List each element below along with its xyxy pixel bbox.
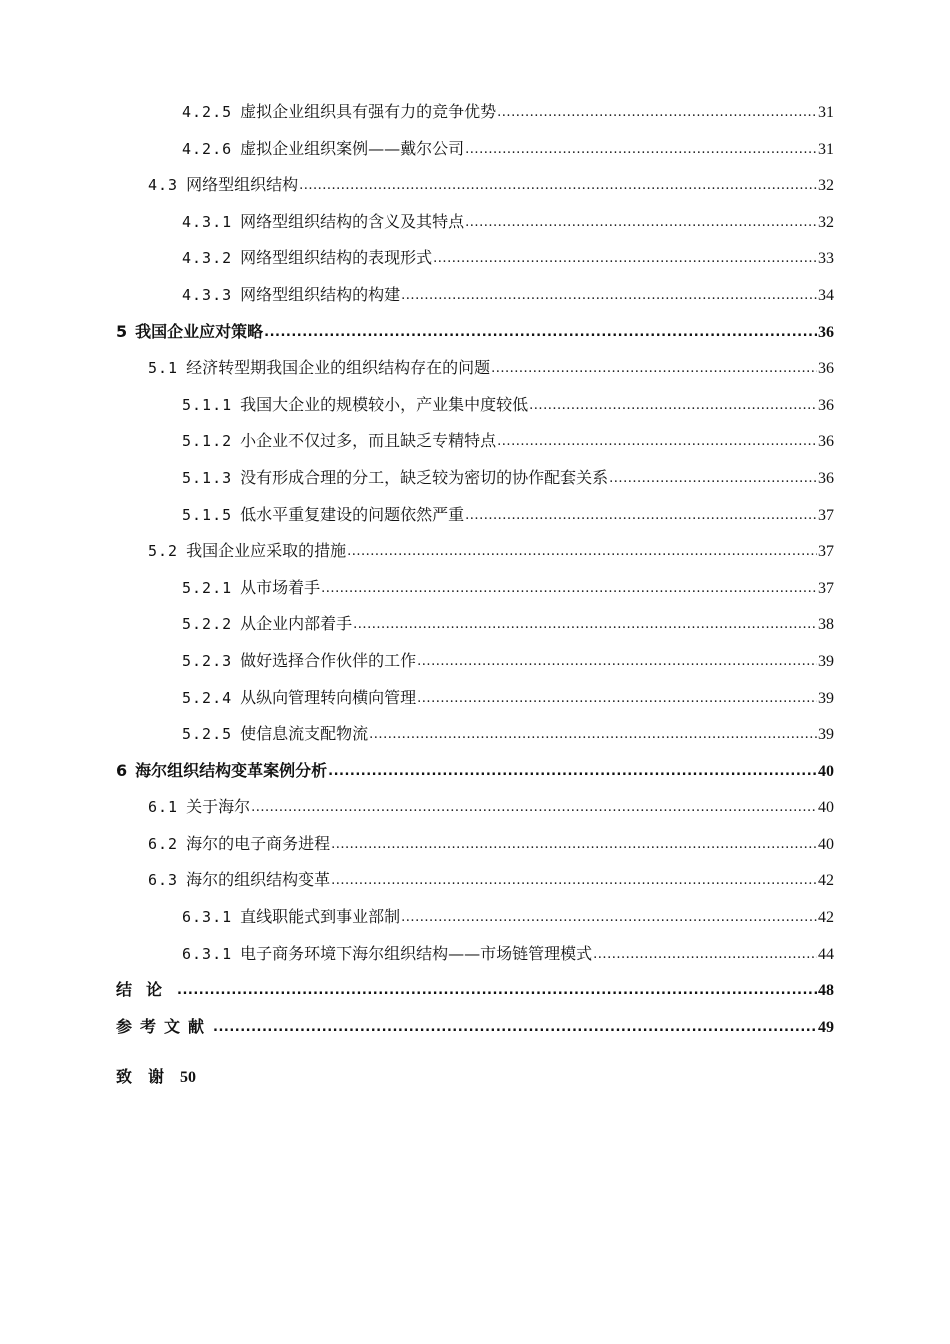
- dot-leader: [369, 715, 817, 754]
- toc-entry-title: 我国企业应对策略: [135, 321, 264, 341]
- toc-entry-number: 5.1: [148, 359, 179, 378]
- toc-entry[interactable]: [116, 789, 834, 826]
- toc-entry-number: 6: [116, 760, 128, 780]
- toc-entry-number: 4.3.1: [182, 212, 233, 231]
- toc-entry-title: 我国企业应采取的措施: [186, 541, 347, 561]
- toc-entry-title: 从企业内部着手: [240, 614, 353, 634]
- dot-leader: [213, 1008, 817, 1047]
- toc-entry[interactable]: [116, 204, 834, 241]
- toc-entry-page: 36: [818, 469, 834, 487]
- dot-leader: [465, 130, 817, 169]
- toc-entry[interactable]: [116, 94, 834, 131]
- toc-entry-title: 海尔的组织结构变革: [186, 870, 331, 890]
- toc-entry[interactable]: [116, 606, 834, 643]
- toc-entry-page: 48: [818, 982, 834, 1000]
- toc-entry[interactable]: [116, 716, 834, 753]
- toc-entry-title: 网络型组织结构的含义及其特点: [240, 211, 465, 231]
- toc-entry-page: 32: [818, 177, 834, 195]
- toc-entry[interactable]: [116, 936, 834, 973]
- dot-leader: [497, 93, 817, 132]
- toc-entry-title: 经济转型期我国企业的组织结构存在的问题: [186, 358, 491, 378]
- toc-entry-page: 38: [818, 616, 834, 634]
- toc-entry-number: 4.3.2: [182, 249, 233, 268]
- dot-leader: [299, 166, 817, 205]
- toc-entry-number: 4.2.6: [182, 139, 233, 158]
- toc-entry-title: 海尔的电子商务进程: [186, 833, 331, 853]
- toc-entry-title: 没有形成合理的分工，缺乏较为密切的协作配套关系: [240, 467, 609, 487]
- toc-entry-page: 37: [818, 506, 834, 524]
- toc-entry-title: 做好选择合作伙伴的工作: [240, 650, 417, 670]
- toc-entry[interactable]: [116, 240, 834, 277]
- toc-entry-title: 网络型组织结构: [186, 175, 299, 195]
- toc-entry-number: 5.1.2: [182, 432, 233, 451]
- toc-entry[interactable]: [116, 899, 834, 936]
- toc-entry-page: 44: [818, 945, 834, 963]
- toc-entry-title: 我国大企业的规模较小，产业集中度较低: [240, 394, 529, 414]
- toc-entry-number: 5.2.3: [182, 651, 233, 670]
- dot-leader: [177, 971, 817, 1010]
- toc-entry-number: 5.2.4: [182, 688, 233, 707]
- toc-entry-acknowledgement[interactable]: [116, 1064, 196, 1087]
- dot-leader: [401, 276, 817, 315]
- toc-entry-page: 36: [818, 323, 834, 341]
- toc-entry-title: 参考文献: [116, 1016, 213, 1036]
- toc-entry-page: 42: [818, 909, 834, 927]
- dot-leader: [497, 422, 817, 461]
- toc-entry-number: 5.2: [148, 542, 179, 561]
- toc-entry-number: 4.3.3: [182, 285, 233, 304]
- toc-entry[interactable]: [116, 570, 834, 607]
- toc-entry-page: 36: [818, 396, 834, 414]
- toc-entry-title: 致谢: [116, 1067, 181, 1086]
- toc-entry[interactable]: [116, 533, 834, 570]
- toc-entry-page: 39: [818, 726, 834, 744]
- toc-entry[interactable]: [116, 387, 834, 424]
- toc-entry-page: 33: [818, 250, 834, 268]
- toc-entry-title: 电子商务环境下海尔组织结构——市场链管理模式: [240, 943, 593, 963]
- toc-entry-number: 6.3: [148, 871, 179, 890]
- toc-entry-number: 4.2.5: [182, 103, 233, 121]
- toc-entry[interactable]: [116, 826, 834, 863]
- toc-entry-number: 5.1.3: [182, 468, 233, 487]
- dot-leader: [331, 861, 817, 900]
- toc-entry-title: 直线职能式到事业部制: [240, 907, 401, 927]
- toc-entry[interactable]: [116, 497, 834, 534]
- toc-entry-number: 6.1: [148, 798, 179, 817]
- toc-entry-page: 50: [180, 1069, 197, 1086]
- toc-entry-number: 5.2.1: [182, 578, 233, 597]
- toc-entry-page: 37: [818, 543, 834, 561]
- toc-entry[interactable]: [116, 350, 834, 387]
- toc-entry-title: 网络型组织结构的表现形式: [240, 248, 433, 268]
- dot-leader: [529, 386, 817, 425]
- dot-leader: [593, 935, 817, 974]
- toc-entry-title: 虚拟企业组织案例——戴尔公司: [240, 138, 465, 158]
- dot-leader: [417, 679, 817, 718]
- toc-entry-title: 海尔组织结构变革案例分析: [135, 760, 328, 780]
- toc-entry-number: 5.1.1: [182, 395, 233, 414]
- dot-leader: [609, 459, 817, 498]
- toc-entry[interactable]: [116, 753, 834, 790]
- toc-entry-number: 5.2.5: [182, 725, 233, 744]
- toc-entry-title: 结论: [116, 980, 177, 1000]
- toc-entry-page: 37: [818, 579, 834, 597]
- toc-entry[interactable]: [116, 314, 834, 351]
- toc-entry[interactable]: [116, 862, 834, 899]
- toc-entry-page: 39: [818, 652, 834, 670]
- toc-entry[interactable]: [116, 131, 834, 168]
- toc-entry-page: 32: [818, 213, 834, 231]
- dot-leader: [264, 313, 817, 352]
- toc-entry-page: 36: [818, 360, 834, 378]
- toc-entry-page: 42: [818, 872, 834, 890]
- toc-entry-page: 40: [818, 762, 834, 780]
- toc-entry-number: 6.3.1: [182, 944, 233, 963]
- toc-entry-page: 40: [818, 835, 834, 853]
- dot-leader: [433, 239, 817, 278]
- toc-entry-number: 6.2: [148, 834, 179, 853]
- toc-entry-number: 4.3: [148, 176, 179, 195]
- toc-entry-page: 36: [818, 433, 834, 451]
- toc-entry-title: 虚拟企业组织具有强有力的竞争优势: [240, 102, 497, 121]
- toc-entry[interactable]: [116, 423, 834, 460]
- dot-leader: [491, 349, 817, 388]
- toc-entry-number: 5.2.2: [182, 615, 233, 634]
- table-of-contents: [116, 94, 834, 1045]
- toc-entry[interactable]: [116, 643, 834, 680]
- toc-entry[interactable]: [116, 277, 834, 314]
- dot-leader: [417, 642, 817, 681]
- toc-entry-title: 使信息流支配物流: [240, 724, 369, 744]
- toc-entry-title: 从纵向管理转向横向管理: [240, 687, 417, 707]
- toc-entry-page: 31: [818, 104, 834, 121]
- dot-leader: [321, 569, 817, 608]
- dot-leader: [401, 898, 817, 937]
- toc-entry-title: 小企业不仅过多，而且缺乏专精特点: [240, 431, 497, 451]
- toc-entry-number: 6.3.1: [182, 908, 233, 927]
- toc-entry-page: 49: [818, 1018, 834, 1036]
- toc-entry-page: 40: [818, 799, 834, 817]
- dot-leader: [465, 203, 817, 242]
- toc-entry[interactable]: [116, 460, 834, 497]
- toc-entry-page: 31: [818, 140, 834, 158]
- toc-entry-number: 5: [116, 321, 128, 341]
- toc-entry[interactable]: [116, 680, 834, 717]
- dot-leader: [251, 788, 817, 827]
- toc-entry-title: 网络型组织结构的构建: [240, 284, 401, 304]
- toc-entry[interactable]: [116, 167, 834, 204]
- toc-entry-title: 低水平重复建设的问题依然严重: [240, 504, 465, 524]
- toc-entry-number: 5.1.5: [182, 505, 233, 524]
- toc-entry-title: 从市场着手: [240, 577, 321, 597]
- dot-leader: [347, 532, 817, 571]
- toc-entry[interactable]: [116, 972, 834, 1009]
- toc-entry-page: 39: [818, 689, 834, 707]
- dot-leader: [328, 752, 817, 791]
- toc-entry[interactable]: [116, 1009, 834, 1046]
- dot-leader: [353, 605, 817, 644]
- dot-leader: [465, 496, 817, 535]
- dot-leader: [331, 825, 817, 864]
- toc-entry-page: 34: [818, 286, 834, 304]
- toc-entry-title: 关于海尔: [186, 797, 251, 817]
